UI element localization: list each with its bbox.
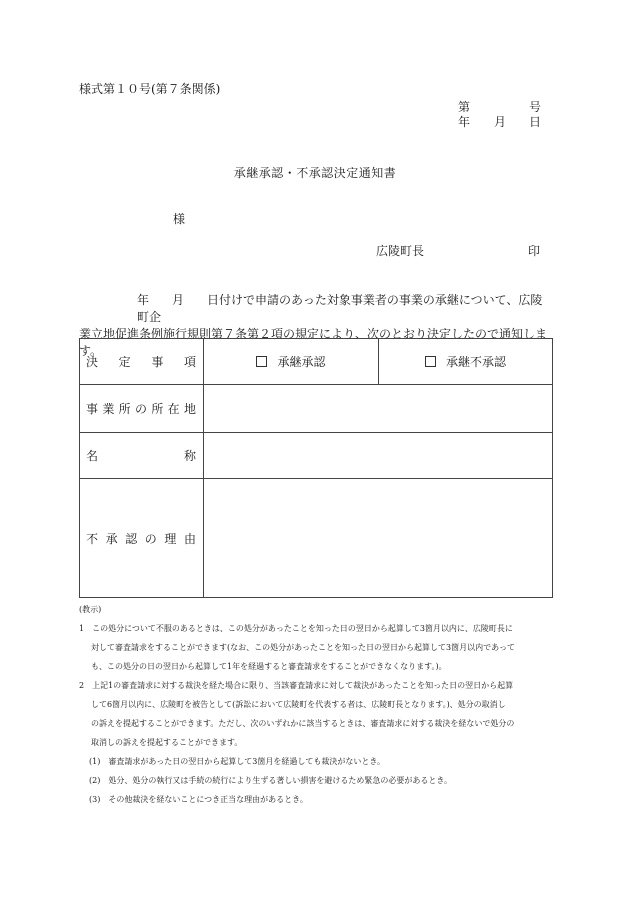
location-label bbox=[80, 400, 203, 417]
name-row bbox=[80, 433, 553, 479]
addressee-suffix: 様 bbox=[173, 212, 186, 226]
date-day: 日 bbox=[529, 115, 542, 129]
name-label bbox=[80, 447, 203, 464]
approve-checkbox[interactable] bbox=[256, 356, 267, 367]
location-row bbox=[80, 385, 553, 433]
decision-table bbox=[79, 338, 553, 598]
reject-option-cell bbox=[379, 339, 553, 385]
form-number: 様式第１０号(第７条関係) bbox=[79, 82, 221, 96]
note-item-1-line-2: 対して審査請求をすることができます(なお、この処分があったことを知った日の翌日から起算して3箇月以内であって bbox=[91, 643, 516, 652]
note-item-1-line-1: 1 この処分について不服のあるときは、この処分があったことを知った日の翌日から起算して3箇月以内に、広陵町長に bbox=[79, 624, 513, 633]
decision-row bbox=[80, 339, 553, 385]
location-value-field[interactable] bbox=[204, 385, 553, 433]
note-item-2-line-1: 2 上記1の審査請求に対する裁決を経た場合に限り、当該審査請求に対して裁決があったことを知った日の翌日から起算 bbox=[79, 681, 514, 690]
note-item-2-line-3: の訴えを提起することができます。ただし、次のいずれかに該当するときは、審査請求に対する裁決を経ないで処分の bbox=[91, 719, 515, 728]
reason-label-cell bbox=[80, 479, 204, 598]
label-char: 事 bbox=[151, 355, 164, 369]
location-label-cell bbox=[80, 385, 204, 433]
label-char: 地 bbox=[183, 402, 196, 416]
label-char: 理 bbox=[164, 531, 177, 546]
notes-heading: (教示) bbox=[79, 605, 102, 614]
label-char: 在 bbox=[167, 402, 180, 416]
label-char: 決 bbox=[86, 355, 99, 369]
note-sub-1: (1) 審査請求があった日の翌日から起算して3箇月を経過しても裁決がないとき。 bbox=[89, 757, 386, 766]
label-char: 所 bbox=[151, 402, 164, 416]
body-line-2: 業立地促進条例施行規則第７条第２項の規定により、次のとおり決定したので通知します。 bbox=[79, 327, 548, 358]
body-month: 月 bbox=[172, 293, 185, 307]
document-number-line bbox=[458, 98, 542, 114]
name-value-field[interactable] bbox=[204, 433, 553, 479]
note-item-2-line-2: して6箇月以内に、広陵町を被告として(訴訟において広陵町を代表する者は、広陵町長となります。)、処分の取消し bbox=[91, 700, 506, 709]
label-char: 承 bbox=[105, 531, 118, 546]
instructions-notes bbox=[79, 600, 559, 809]
name-label-cell bbox=[80, 433, 204, 479]
label-char: 不 bbox=[86, 531, 99, 546]
note-sub-2: (2) 処分、処分の執行又は手続の続行により生ずる著しい損害を避けるため緊急の必要があるとき。 bbox=[89, 776, 453, 785]
approve-option-label: 承継承認 bbox=[277, 355, 326, 369]
body-line-1 bbox=[79, 292, 551, 326]
number-prefix: 第 bbox=[458, 100, 471, 114]
body-line1-rest: 日付けで申請のあった対象事業者の事業の承継について、広陵町企 bbox=[137, 293, 543, 324]
label-char: 定 bbox=[118, 355, 131, 369]
label-char: 事 bbox=[86, 402, 99, 416]
label-char: 業 bbox=[102, 402, 115, 416]
decision-label bbox=[80, 353, 203, 370]
issue-date-line bbox=[458, 113, 542, 129]
note-item-2-line-4: 取消しの訴えを提起することができます。 bbox=[91, 738, 243, 747]
document-title: 承継承認・不承認決定通知書 bbox=[233, 166, 397, 180]
reason-value-field[interactable] bbox=[204, 479, 553, 598]
reject-checkbox[interactable] bbox=[425, 356, 436, 367]
label-char: の bbox=[144, 531, 157, 546]
date-month: 月 bbox=[494, 115, 507, 129]
sender-title: 広陵町長 bbox=[376, 244, 425, 258]
reason-label bbox=[80, 530, 203, 547]
reason-row bbox=[80, 479, 553, 598]
label-char: 称 bbox=[183, 449, 196, 463]
number-suffix: 号 bbox=[529, 100, 542, 114]
label-char: 所 bbox=[118, 402, 131, 416]
seal-mark: 印 bbox=[528, 244, 541, 258]
label-char: 名 bbox=[86, 449, 99, 463]
body-year: 年 bbox=[137, 293, 150, 307]
approve-option-cell bbox=[204, 339, 379, 385]
label-char: 認 bbox=[125, 531, 138, 546]
decision-label-cell bbox=[80, 339, 204, 385]
reject-option-label: 承継不承認 bbox=[445, 355, 506, 369]
label-char: 由 bbox=[183, 531, 196, 546]
note-sub-3: (3) その他裁決を経ないことにつき正当な理由があるとき。 bbox=[89, 795, 308, 804]
note-item-1-line-3: も、この処分の日の翌日から起算して1年を経過すると審査請求をすることができなくなります。)。 bbox=[91, 662, 447, 671]
date-year: 年 bbox=[458, 115, 471, 129]
label-char: 項 bbox=[183, 355, 196, 369]
label-char: の bbox=[134, 402, 147, 416]
